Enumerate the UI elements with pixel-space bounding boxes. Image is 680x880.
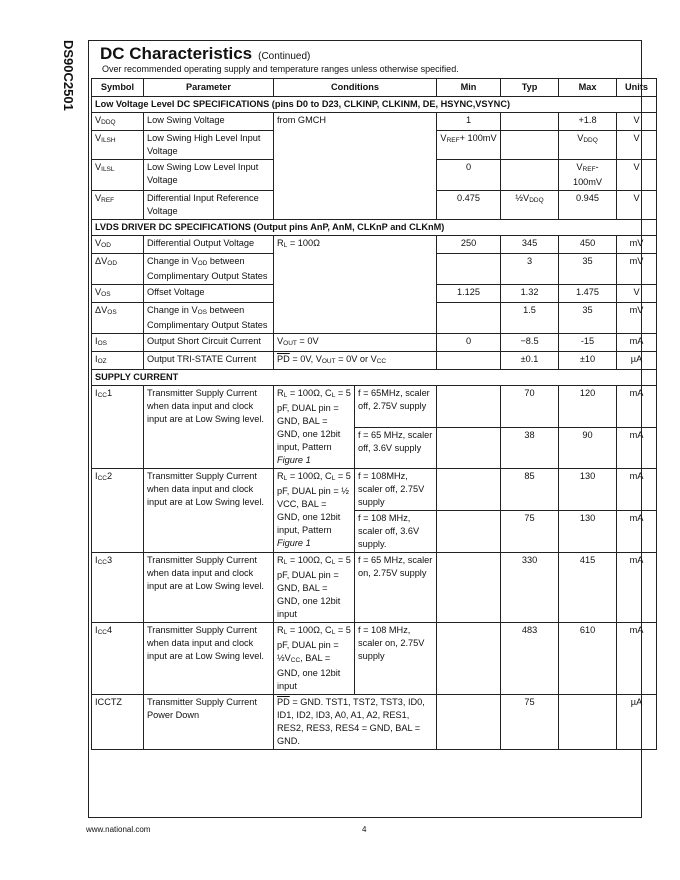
table-row — [92, 695, 657, 750]
max-cell: 0.945 — [559, 191, 617, 220]
typ-cell — [501, 113, 559, 131]
units-cell: mA — [617, 511, 657, 553]
parameter-cell: Transmitter Supply Current when data input and clock input are at Low Swing level. — [144, 386, 274, 469]
typ-cell: 1.5 — [501, 303, 559, 334]
symbol-cell: $I_{OS}$ — [92, 334, 144, 352]
typ-cell: 345 — [501, 236, 559, 254]
sub-conditions-cell: f = 108 MHz, scaler on, 2.75V supply — [355, 623, 437, 695]
page-number: 4 — [362, 825, 367, 834]
units-cell: µA — [617, 695, 657, 750]
parameter-cell: Transmitter Supply Current when data input and clock input are at Low Swing level. — [144, 623, 274, 695]
min-cell: 1 — [437, 113, 501, 131]
parameter-cell: Transmitter Supply Current when data input and clock input are at Low Swing level. — [144, 469, 274, 553]
symbol-cell: $V_{ILSL}$ — [92, 160, 144, 191]
min-cell — [437, 553, 501, 623]
min-cell — [437, 303, 501, 334]
max-cell: 130 — [559, 511, 617, 553]
min-cell — [437, 511, 501, 553]
symbol-cell: $V_{OS}$ — [92, 285, 144, 303]
max-cell: $V_{REF}-$ 100mV — [559, 160, 617, 191]
min-cell — [437, 469, 501, 511]
max-cell: 120 — [559, 386, 617, 428]
header-min: Min — [437, 79, 501, 97]
parameter-cell: Low Swing Low Level Input Voltage — [144, 160, 274, 191]
parameter-cell: Transmitter Supply Current when data input and clock input are at Low Swing level. — [144, 553, 274, 623]
conditions-cell: $\overline{PD} = 0V$, $V_{OUT} = 0V$ or $V_{CC}$ — [274, 352, 437, 370]
page-title — [100, 44, 310, 64]
header-parameter: Parameter — [144, 79, 274, 97]
sub-conditions-cell: f = 108 MHz, scaler off, 3.6V supply. — [355, 511, 437, 553]
header-max: Max — [559, 79, 617, 97]
symbol-cell: ICCTZ — [92, 695, 144, 750]
units-cell: mV — [617, 236, 657, 254]
typ-cell — [501, 131, 559, 160]
units-cell: V — [617, 285, 657, 303]
symbol-cell: $V_{ILSH}$ — [92, 131, 144, 160]
parameter-cell: Differential Input Reference Voltage — [144, 191, 274, 220]
sub-conditions-cell: f = 65MHz, scaler off, 2.75V supply — [355, 386, 437, 428]
typ-cell: 75 — [501, 695, 559, 750]
units-cell: mA — [617, 334, 657, 352]
typ-cell: 3 — [501, 254, 559, 285]
max-cell: 90 — [559, 427, 617, 469]
header-conditions: Conditions — [274, 79, 437, 97]
parameter-cell: Offset Voltage — [144, 285, 274, 303]
symbol-cell: $I_{CC}4$ — [92, 623, 144, 695]
header-typ: Typ — [501, 79, 559, 97]
units-cell: V — [617, 160, 657, 191]
parameter-cell: Output TRI-STATE Current — [144, 352, 274, 370]
section-row — [92, 97, 657, 113]
table-row — [92, 236, 657, 254]
sub-conditions-cell: f = 65 MHz, scaler off, 3.6V supply — [355, 427, 437, 469]
units-cell: µA — [617, 352, 657, 370]
conditions-cell: $R_L = 100\Omega$ — [274, 236, 437, 334]
typ-cell: 70 — [501, 386, 559, 428]
conditions-cell: $R_L = 100\Omega$, $C_L = 5$ pF, DUAL pin = ½ VCC, BAL = GND, one 12bit input, Pattern Figure 1 — [274, 469, 355, 553]
units-cell: mA — [617, 553, 657, 623]
units-cell: V — [617, 191, 657, 220]
sub-conditions-cell: f = 65 MHz, scaler on, 2.75V supply — [355, 553, 437, 623]
table-row — [92, 553, 657, 623]
typ-cell: 483 — [501, 623, 559, 695]
symbol-cell: $I_{CC}1$ — [92, 386, 144, 469]
min-cell — [437, 427, 501, 469]
typ-cell: 75 — [501, 511, 559, 553]
min-cell: 0.475 — [437, 191, 501, 220]
symbol-cell: $V_{REF}$ — [92, 191, 144, 220]
typ-cell: 85 — [501, 469, 559, 511]
part-number-vertical — [60, 40, 76, 160]
section-row — [92, 370, 657, 386]
max-cell: 35 — [559, 254, 617, 285]
max-cell: -15 — [559, 334, 617, 352]
conditions-cell: $R_L = 100\Omega$, $C_L = 5$ pF, DUAL pin = $\frac{1}{2}V_{CC}$, BAL = GND, one 12bit input — [274, 623, 355, 695]
parameter-cell: Change in $V_{OD}$ between Complimentary Output States — [144, 254, 274, 285]
section-supply: SUPPLY CURRENT — [92, 370, 657, 386]
table-header-row — [92, 79, 657, 97]
typ-cell: $\frac{1}{2}V_{DDQ}$ — [501, 191, 559, 220]
units-cell: mA — [617, 427, 657, 469]
min-cell: 1.125 — [437, 285, 501, 303]
section-lvds: LVDS DRIVER DC SPECIFICATIONS (Output pins AnP, AnM, CLKnP and CLKnM) — [92, 220, 657, 236]
page-subtitle: Over recommended operating supply and temperature ranges unless otherwise specified. — [102, 64, 459, 74]
title-text: DC Characteristics — [100, 44, 253, 63]
footer-url: www.national.com — [86, 825, 151, 834]
min-cell — [437, 623, 501, 695]
table-row — [92, 352, 657, 370]
table-row — [92, 623, 657, 695]
min-cell: 250 — [437, 236, 501, 254]
dc-characteristics-table — [91, 78, 657, 750]
max-cell: 610 — [559, 623, 617, 695]
parameter-cell: Change in $V_{OS}$ between Complimentary Output States — [144, 303, 274, 334]
max-cell: 1.475 — [559, 285, 617, 303]
max-cell: 35 — [559, 303, 617, 334]
min-cell: 0 — [437, 160, 501, 191]
symbol-cell: $I_{OZ}$ — [92, 352, 144, 370]
parameter-cell: Low Swing Voltage — [144, 113, 274, 131]
units-cell: mA — [617, 623, 657, 695]
typ-cell: ±0.1 — [501, 352, 559, 370]
min-cell — [437, 254, 501, 285]
symbol-cell: $\Delta V_{OS}$ — [92, 303, 144, 334]
table-row — [92, 334, 657, 352]
table-row — [92, 113, 657, 131]
max-cell: 415 — [559, 553, 617, 623]
sub-conditions-cell: f = 108MHz, scaler off, 2.75V supply — [355, 469, 437, 511]
min-cell — [437, 386, 501, 428]
parameter-cell: Output Short Circuit Current — [144, 334, 274, 352]
section-low-swing: Low Voltage Level DC SPECIFICATIONS (pins D0 to D23, CLKINP, CLKINM, DE, HSYNC,VSYNC) — [92, 97, 657, 113]
units-cell: mV — [617, 254, 657, 285]
min-cell: 0 — [437, 334, 501, 352]
conditions-cell: $\overline{PD}$ = GND. TST1, TST2, TST3, ID0, ID1, ID2, ID3, A0, A1, A2, RES1, RES2, RES3, RES4 = GND, BAL = GND. — [274, 695, 437, 750]
units-cell: V — [617, 113, 657, 131]
units-cell: V — [617, 131, 657, 160]
symbol-cell: $I_{CC}2$ — [92, 469, 144, 553]
conditions-cell: $V_{OUT} = 0V$ — [274, 334, 437, 352]
min-cell — [437, 695, 501, 750]
typ-cell: 1.32 — [501, 285, 559, 303]
title-suffix: (Continued) — [258, 51, 311, 62]
header-symbol: Symbol — [92, 79, 144, 97]
max-cell — [559, 695, 617, 750]
units-cell: mV — [617, 303, 657, 334]
parameter-cell: Differential Output Voltage — [144, 236, 274, 254]
parameter-cell: Low Swing High Level Input Voltage — [144, 131, 274, 160]
max-cell: +1.8 — [559, 113, 617, 131]
part-number-text: DS90C2501 — [61, 40, 76, 111]
symbol-cell: $\Delta V_{OD}$ — [92, 254, 144, 285]
conditions-cell: $R_L = 100\Omega$, $C_L = 5$ pF, DUAL pin = GND, BAL = GND, one 12bit input — [274, 553, 355, 623]
conditions-cell: $R_L = 100\Omega$, $C_L = 5$ pF, DUAL pin = GND, BAL = GND, one 12bit input, Pattern Figure 1 — [274, 386, 355, 469]
parameter-cell: Transmitter Supply Current Power Down — [144, 695, 274, 750]
min-cell — [437, 352, 501, 370]
section-row — [92, 220, 657, 236]
max-cell: ±10 — [559, 352, 617, 370]
units-cell: mA — [617, 469, 657, 511]
max-cell: 450 — [559, 236, 617, 254]
header-units: Units — [617, 79, 657, 97]
typ-cell — [501, 160, 559, 191]
typ-cell: 330 — [501, 553, 559, 623]
table-row — [92, 469, 657, 511]
max-cell: 130 — [559, 469, 617, 511]
units-cell: mA — [617, 386, 657, 428]
table-row — [92, 386, 657, 428]
typ-cell: −8.5 — [501, 334, 559, 352]
typ-cell: 38 — [501, 427, 559, 469]
symbol-cell: $I_{CC}3$ — [92, 553, 144, 623]
symbol-cell: $V_{OD}$ — [92, 236, 144, 254]
conditions-cell: from GMCH — [274, 113, 437, 220]
symbol-cell: $V_{DDQ}$ — [92, 113, 144, 131]
min-cell: $V_{REF}+ 100mV$ — [437, 131, 501, 160]
max-cell: $V_{DDQ}$ — [559, 131, 617, 160]
